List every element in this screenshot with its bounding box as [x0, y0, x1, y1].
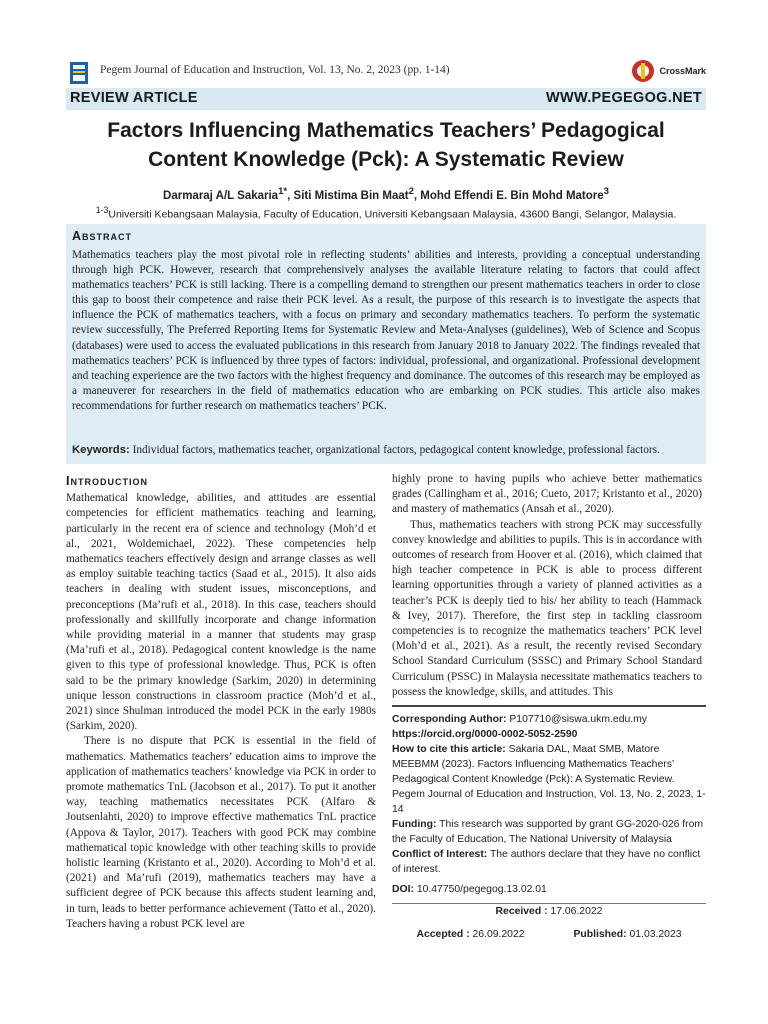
- crossmark-badge[interactable]: [631, 58, 706, 84]
- published-value: 01.03.2023: [629, 929, 682, 940]
- funding-text: This research was supported by grant GG-2020-026 from the Faculty of Education, The National University of Malaysia: [392, 819, 704, 845]
- journal-website-link[interactable]: WWW.PEGEGOG.NET: [546, 90, 702, 106]
- keywords-text: Individual factors, mathematics teacher, organizational factors, pedagogical content knowledge, professional factors.: [132, 444, 660, 456]
- conflict-text: The authors declare that they have no conflict of interest.: [392, 849, 701, 875]
- author-1: Darmaraj A/L Sakaria: [163, 189, 279, 202]
- affiliation-sup: 1-3: [95, 205, 109, 215]
- doi: [392, 882, 706, 897]
- corresponding-label: Corresponding Author:: [392, 714, 507, 725]
- crossmark-label: CrossMark: [659, 66, 706, 76]
- funding-label: Funding:: [392, 819, 437, 830]
- conflict-label: Conflict of Interest:: [392, 849, 488, 860]
- keywords: [72, 444, 700, 456]
- pegem-logo-icon: [70, 62, 88, 84]
- author-2: Siti Mistima Bin Maat: [293, 189, 409, 202]
- journal-header: [70, 52, 706, 92]
- author-1-sup: 1*: [278, 186, 288, 197]
- received-label: Received :: [495, 906, 548, 917]
- left-column: [66, 474, 376, 932]
- intro-paragraph-1: Mathematical knowledge, abilities, and attitudes are essential competencies for efficient mathematics teaching and learning, particularly in the recent era of science and technology (Moh’d et al., 2021, Woldemichael, 2022). These competencies help mathematics teachers effectively design and arrange classes as well as employ suitable teaching tactics (Saad et al., 2015). It also aids teachers in dealing with student issues, misconceptions, and preconceptions (Ma’rufi et al., 2018). In this case, teachers should professionally and skillfully incorporate and change information while providing material in a manner that students may grasp (Ma’rufi et al., 2018). Pedagogical content knowledge is the name given to this type of professional knowledge. Thus, PCK is often said to be the primary knowledge (Sarkim, 2020) in determining unique lesson constructions in classroom practice (Moh’d et al., 2021) since Shulman introduced the model PCK in the early 1980s (Sarkim, 2020).: [66, 492, 376, 733]
- article-type: REVIEW ARTICLE: [70, 90, 198, 106]
- citation: [392, 742, 706, 817]
- doi-label: DOI:: [392, 884, 414, 895]
- cite-label: How to cite this article:: [392, 744, 506, 755]
- corresponding-email-link[interactable]: P107710@siswa.ukm.edu.my: [509, 714, 647, 725]
- article-title: Factors Influencing Mathematics Teachers’ Pedagogical Content Knowledge (Pck): A Systematic Review: [107, 119, 665, 171]
- published-date: [573, 927, 681, 942]
- accepted-label: Accepted :: [416, 929, 470, 940]
- crossmark-icon: [631, 59, 655, 83]
- article-info-box: [392, 705, 706, 965]
- accepted-published-dates: [392, 927, 706, 942]
- author-3: Mohd Effendi E. Bin Mohd Matore: [420, 189, 604, 202]
- abstract-text: Mathematics teachers play the most pivotal role in reflecting students’ abilities and interests, providing a conceptual understanding through high PCK. However, research that comprehensively analyses the available literature relating to factors that could affect mathematics teachers’ PCK is still lacking. There is a compelling demand to strengthen our present mathematics teachers in order to close this gap to boost their competence and raise their PCK level. As a result, the purpose of this research is to investigate the aspects that influence the PCK of mathematics teachers, with a focus on primary and secondary mathematics teachers. To perform the systematic review successfully, The Preferred Reporting Items for Systematic Review and Meta-Analyses (guidelines), Web of Science and Scopus (databases) were used to access the evaluated publications in this research from January 2018 to January 2022. The findings revealed that mathematics teachers’ PCK is influenced by three types of factors: individual, professional, and organizational. Professional development and teaching experience are the two factors with the highest frequency and dominance. The outcomes of this research may be employed as a maneuverer for researchers in the field of mathematics education who are embarking on PCK studies. This article also makes recommendations for further research on mathematics teachers’ PCK.: [72, 249, 700, 412]
- orcid-link[interactable]: https://orcid.org/0000-0002-5052-2590: [392, 729, 578, 740]
- journal-citation-line: Pegem Journal of Education and Instruction, Vol. 13, No. 2, 2023 (pp. 1-14): [100, 64, 450, 76]
- received-date: [392, 904, 706, 919]
- author-list: Darmaraj A/L Sakaria$^{1*}$, Siti Mistima Bin Maat$^2$, Mohd Effendi E. Bin Mohd Matore$^3$: [163, 186, 609, 202]
- accepted-value: 26.09.2022: [472, 929, 525, 940]
- right-column: [392, 472, 702, 700]
- article-ribbon: [66, 88, 706, 110]
- keywords-label: Keywords:: [72, 444, 130, 456]
- affiliation: [66, 205, 706, 221]
- accepted-date: [416, 927, 524, 942]
- introduction-heading: Introduction: [66, 474, 148, 488]
- doi-link[interactable]: 10.47750/pegegog.13.02.01: [416, 884, 547, 895]
- conflict-of-interest: [392, 847, 706, 877]
- author-2-sup: 2: [408, 186, 414, 197]
- intro-paragraph-4: Thus, mathematics teachers with strong PCK may successfully convey knowledge and abilities to pupils. This is in accordance with outcomes of research from Hoover et al. (2016), which claimed that high teacher competence in PCK is able to process different learning opportunities through a variety of planned activities as a teacher’s PCK is deeply tied to his/ her ability to teach (Hammack & Ivey, 2017). Therefore, the first step in tackling classroom competencies is to recognize the mathematics teachers’ PCK level (Moh’d et al., 2021). As a result, the recently revised Secondary School Standard Curriculum (SSSC) and Primary School Standard Curriculum (PSSC) in Malaysia necessitate mathematics teachers to possess the knowledge, skills, and attitudes. This: [392, 518, 702, 698]
- abstract-box: [66, 224, 706, 464]
- funding: [392, 817, 706, 847]
- intro-paragraph-3: highly prone to having pupils who achieve better mathematics grades (Callingham et al., 2016; Cueto, 2017; Kristanto et al., 2020) and mastery of mathematics (Ansah et al., 2020).: [392, 473, 702, 516]
- intro-paragraph-2: There is no dispute that PCK is essential in the field of mathematics. Mathematics teachers’ education aims to improve the application of mathematics teachers’ knowledge via PCK in order to promote mathematics TnL (Jacobson et al., 2017). To put it another way, teaching mathematics necessitates PCK (Alfaro & Joutsenlahti, 2020) to improve effective mathematics TnL practice (Appova & Taylor, 2017). Teachers with good PCK may combine mathematical topic knowledge with other teaching skills to provide holistic learning (Kristanto et al., 2020). According to Moh’d et al. (2021) and Ma’rufi (2019), mathematics teachers may have a sufficient degree of PCK because this affects student learning and, in turn, leads to better performance achievement (Tatto et al., 2020). Teachers having a robust PCK level are: [66, 735, 376, 930]
- cite-text: Sakaria DAL, Maat SMB, Matore MEEBMM (2023). Factors Influencing Mathematics Teachers’ Pedagogical Content Knowledge (Pck): A Systematic Review. Pegem Journal of Education and Instruction, Vol. 13, No. 2, 2023, 1-14: [392, 744, 706, 815]
- affiliation-text: Universiti Kebangsaan Malaysia, Faculty of Education, Universiti Kebangsaan Malaysia, 43600 Bangi, Selangor, Malaysia.: [108, 208, 677, 221]
- published-label: Published:: [573, 929, 627, 940]
- author-3-sup: 3: [603, 186, 609, 197]
- received-value: 17.06.2022: [550, 906, 603, 917]
- abstract-heading: Abstract: [72, 229, 133, 243]
- corresponding-author: [392, 712, 706, 727]
